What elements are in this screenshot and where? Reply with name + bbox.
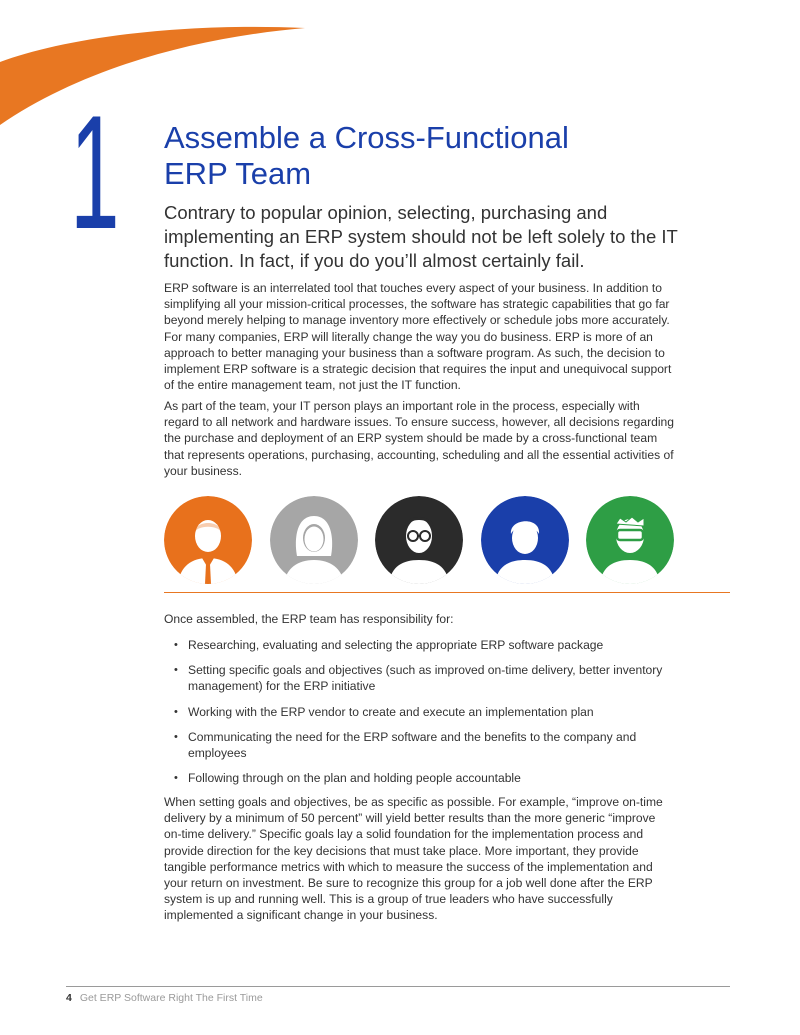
man-goggles-icon <box>586 496 674 584</box>
responsibilities-intro: Once assembled, the ERP team has responsibility for: <box>164 612 454 626</box>
bullet-icon: • <box>174 730 178 743</box>
page-number: 4 <box>66 992 72 1004</box>
bullet-icon: • <box>174 664 178 677</box>
section-subtitle: Contrary to popular opinion, selecting, purchasing and implementing an ERP system should not be left solely to the IT function. In fact, if you do you’ll almost certainly fail. <box>164 202 678 271</box>
list-item <box>164 662 684 694</box>
woman-icon <box>270 496 358 584</box>
body-paragraph-3: When setting goals and objectives, be as specific as possible. For example, “improve on-time delivery by a minimum of 50 percent” will yield better results than the more generic “improve on-time delivery.” Specific goals lay a solid foundation for the implementation process and provide direction for the key decisions that must take place. More important, they provide tangible performance metrics with which to measure the success of the implementation and your return on investment. Be sure to recognize this group for a job well done after the ERP system is up and running well. This is a group of true leaders who have successfully implemented a significant change in your business. <box>164 795 663 923</box>
page-footer <box>66 992 263 1004</box>
bullet-icon: • <box>174 639 178 651</box>
person-icon <box>481 496 569 584</box>
list-item-text: Following through on the plan and holding people accountable <box>188 771 521 786</box>
body-paragraph-2: As part of the team, your IT person plays an important role in the process, especially with regard to all network and hardware issues. To ensure success, however, all decisions regarding the purchase and deployment of an ERP system should be made by a cross-functional team that represents operations, purchasing, accounting, scheduling and all the essential activities of your business. <box>164 399 675 478</box>
bullet-icon: • <box>174 772 178 785</box>
list-item-text: Researching, evaluating and selecting the appropriate ERP software package <box>188 638 604 652</box>
orange-swoosh-decoration <box>0 0 310 130</box>
section-title <box>164 120 744 192</box>
footer-divider <box>66 986 730 987</box>
orange-divider <box>164 592 730 593</box>
list-item <box>164 637 684 653</box>
list-item <box>164 770 684 786</box>
list-item <box>164 704 684 720</box>
list-item-text: Communicating the need for the ERP software and the benefits to the company and employees <box>188 729 637 761</box>
team-avatars <box>164 496 684 584</box>
man-glasses-icon <box>375 496 463 584</box>
list-item-text: Setting specific goals and objectives (such as improved on-time delivery, better inventory management) for the ERP initiative <box>188 663 663 694</box>
title-line-1: Assemble a Cross-Functional <box>164 120 569 155</box>
title-line-2: ERP Team <box>164 156 312 191</box>
footer-title: Get ERP Software Right The First Time <box>79 992 263 1004</box>
bullet-icon: • <box>174 705 178 718</box>
list-item <box>164 729 684 761</box>
section-number: 1 <box>70 82 120 263</box>
responsibilities-list <box>164 637 684 795</box>
body-paragraph-1: ERP software is an interrelated tool that touches every aspect of your business. In addition to simplifying all your mission-critical processes, the software has strategic capabilities that go far beyond merely helping to manage inventory more effectively or schedule jobs more accurately. For many companies, ERP will literally change the way you do business. ERP is more of an approach to better managing your business than a software program. As such, the decision to implement ERP software is a strategic decision that requires the input and unequivocal support of the entire management team, not just the IT function. <box>164 281 672 393</box>
list-item-text: Working with the ERP vendor to create and execute an implementation plan <box>188 704 594 719</box>
businessman-icon <box>164 496 252 584</box>
